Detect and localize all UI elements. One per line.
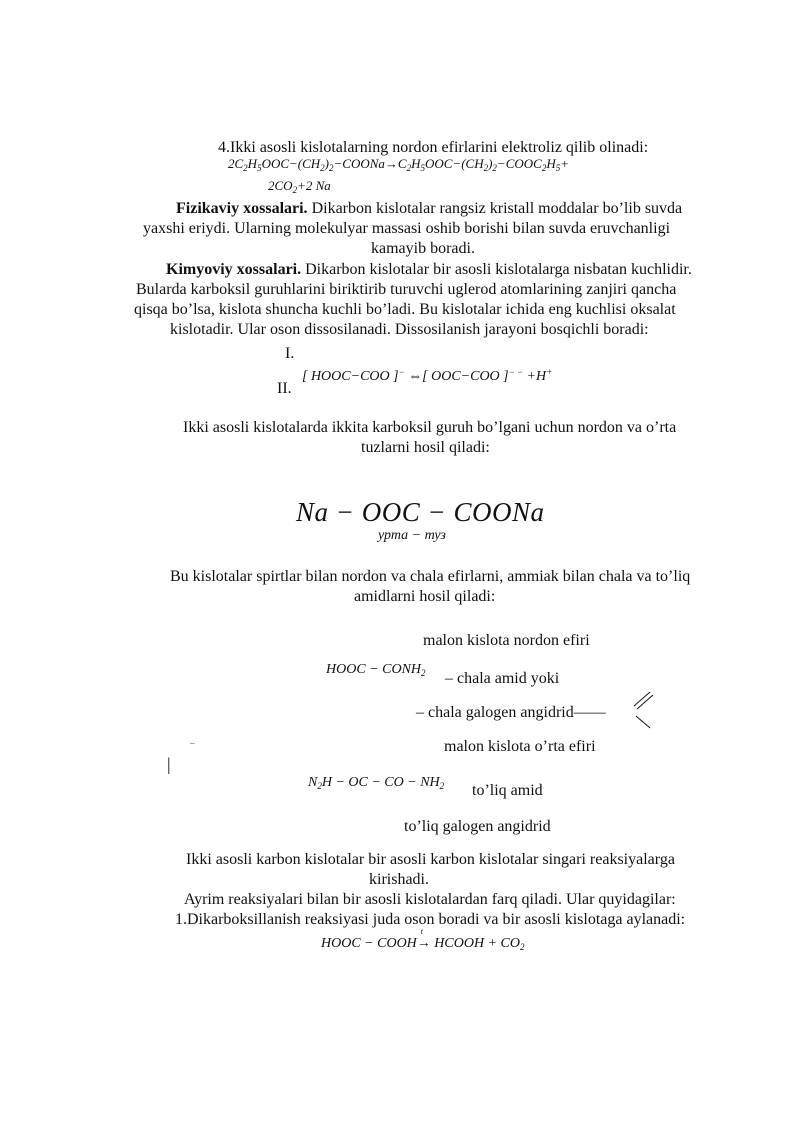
esters-line-2: amidlarni hosil qiladi: — [354, 588, 496, 605]
chemical-properties-line-2: Bularda karboksil guruhlarini biriktirib turuvchi uglerod atomlarining zanjiri qancha — [136, 281, 677, 298]
physical-properties-line-2: yaxshi eriydi. Ularning molekulyar massasi oshib borishi bilan suvda eruvchanligi — [143, 220, 671, 237]
electrolysis-equation: $2C_2H_5OOC-(CH_2)_2-COONa\to C_2H_5OOC-(CH_2)_2-COOC_2H_5+$ — [228, 156, 569, 173]
chemical-properties-title: Kimyoviy xossalari. — [166, 261, 302, 278]
physical-properties-line-3: kamayib boradi. — [371, 240, 475, 257]
reactions-line-1: Ikki asosli karbon kislotalar bir asosli karbon kislotalar singari reaksiyalarga — [186, 851, 675, 868]
item-4-line: 4.Ikki asosli kislotalarning nordon efirlarini elektroliz qilib olinadi: — [218, 139, 649, 156]
reactions-line-2: kirishadi. — [369, 871, 429, 888]
small-dash-mark: – — [190, 738, 195, 748]
sodium-oxalate-caption: урта − туз — [378, 528, 446, 543]
decarboxylation-equation: HOOC − COOH t → HCOOH + $CO_2$ — [321, 927, 525, 952]
full-amide-formula: $N_2H$ − OC − CO − $NH_2$ — [308, 775, 445, 791]
half-amide-label: – chala amid yoki — [445, 670, 560, 687]
malonic-acid-ester-label: malon kislota nordon efiri — [423, 632, 590, 649]
chemical-properties-line-4: kislotadir. Ular oson dissosilanadi. Dissosilanish jarayoni bosqichli boradi: — [170, 321, 649, 338]
physical-properties-line-1: Fizikaviy xossalari. Dikarbon kislotalar rangsiz kristall moddalar bo’lib suvda — [176, 200, 683, 217]
full-amide-label: to’liq amid — [472, 782, 543, 799]
reactions-line-4: 1.Dikarboksillanish reaksiyasi juda oson boradi va bir asosli kislotaga aylanadi: — [175, 911, 686, 928]
salts-line-1: Ikki asosli kislotalarda ikkita karboksil guruh bo’lgani uchun nordon va o’rta — [183, 419, 677, 436]
half-halogen-anhydride-label: – chala galogen angidrid—— — [416, 704, 606, 721]
physical-properties-title: Fizikaviy xossalari. — [176, 200, 308, 217]
full-halogen-anhydride-label: to’liq galogen angidrid — [404, 818, 551, 835]
salts-line-2: tuzlarni hosil qiladi: — [361, 439, 490, 456]
stage-2-label: II. — [277, 380, 292, 397]
vertical-bar-mark: | — [167, 754, 171, 774]
reactions-line-3: Ayrim reaksiyalari bilan bir asosli kislotalardan farq qiladi. Ular quyidagilar: — [184, 891, 676, 908]
malonic-acid-diester-label: malon kislota o’rta efiri — [444, 738, 596, 755]
stage-1-label: I. — [285, 345, 295, 362]
chemical-properties-line-3: qisqa bo’lsa, kislota shuncha kuchli bo’ladi. Bu kislotalar ichida eng kuchlisi oksalat — [134, 301, 676, 318]
electrolysis-equation-line2: $2CO_2+2$ Na — [268, 178, 331, 195]
bond-lines-icon — [630, 690, 660, 730]
dissociation-equation: [ HOOC−COO ]− ⇔[ OOC−COO ]− − +H+ — [302, 367, 553, 384]
half-amide-formula: HOOC − $CONH_2$ — [326, 662, 426, 678]
esters-line-1: Bu kislotalar spirtlar bilan nordon va chala efirlarni, ammiak bilan chala va to’liq — [170, 568, 691, 585]
chemical-properties-line-1: Kimyoviy xossalari. Dikarbon kislotalar bir asosli kislotalarga nisbatan kuchlidir. — [166, 261, 692, 278]
sodium-oxalate-formula: Na − OOC − COONa — [296, 497, 545, 527]
